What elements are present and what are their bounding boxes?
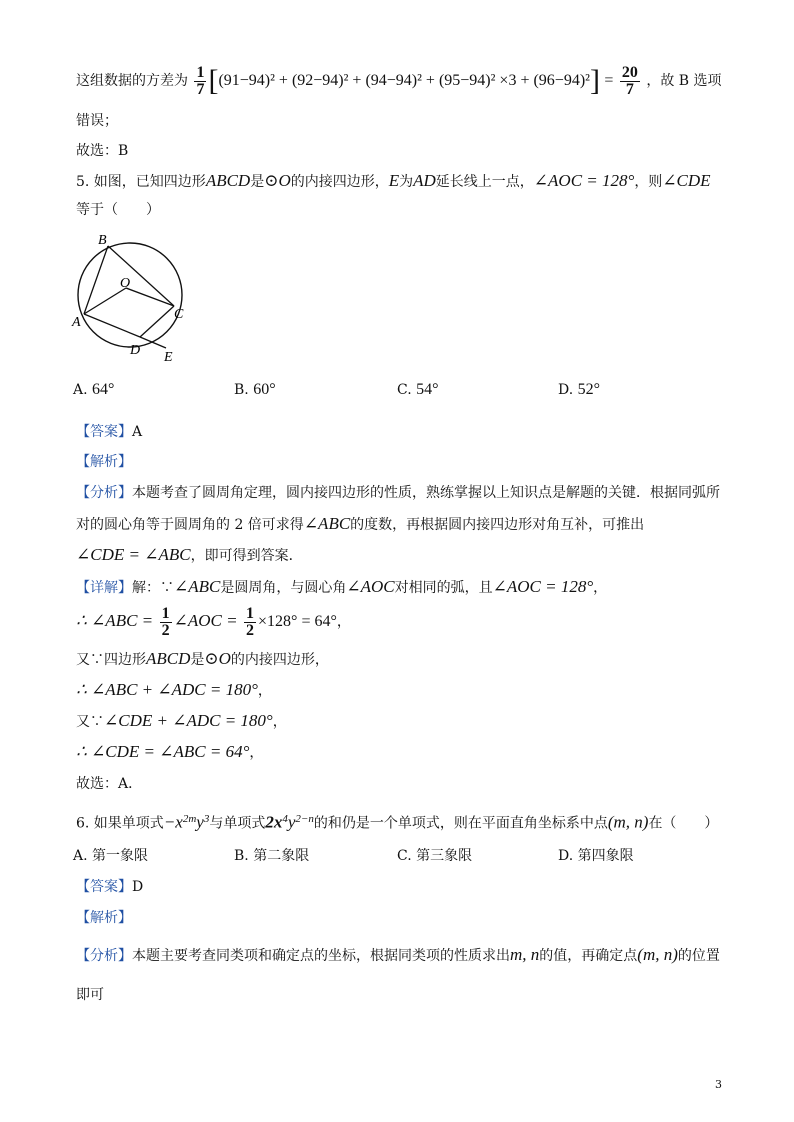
xiangjie-line-1	[76, 576, 607, 599]
xj-math: ∠ABC	[174, 577, 221, 596]
q5-option-a[interactable]	[73, 379, 114, 401]
fraction-denominator: 2	[161, 621, 170, 639]
q5-e: E	[388, 171, 400, 190]
q6-math: −x	[163, 812, 183, 832]
segment-de	[140, 337, 166, 348]
jiexi-tag: 【解析】	[76, 454, 132, 470]
xj-text: ，	[593, 580, 608, 596]
fraction-one-seventh	[194, 65, 206, 98]
fraction-numerator: 1	[246, 604, 255, 622]
label-b: B	[98, 233, 107, 248]
xiangjie-line-4	[76, 679, 272, 702]
jiexi-tag: 【解析】	[76, 910, 132, 926]
fenxi-6-line-1	[76, 944, 720, 967]
segment-oc	[126, 288, 174, 306]
xiangjie-line-2	[76, 604, 351, 639]
fenxi-5-line-1	[76, 482, 720, 504]
q6-point: (m, n)	[607, 812, 649, 832]
xj-math: ∴ ∠ABC + ∠ADC = 180°	[76, 680, 258, 699]
xj-math: ⊙O	[204, 649, 231, 668]
right-bracket: ]	[589, 64, 600, 97]
choose-b-text: 故选：B	[76, 143, 129, 159]
answer-5	[76, 421, 142, 443]
q5-abcd: ABCD	[205, 171, 251, 190]
q5-ad: AD	[413, 171, 436, 190]
option-letter: D.	[558, 382, 574, 398]
equals-sign: =	[604, 72, 614, 89]
option-value: 52°	[577, 381, 601, 398]
xj-text: ，	[336, 614, 351, 630]
xj-text: 又∵	[76, 714, 104, 730]
xj-math: ∴ ∠ABC =	[76, 611, 154, 630]
fenxi-5-text-1: 本题考查了圆周角定理，圆内接四边形的性质，熟练掌握以上知识点是解题的关键．根据同弧所	[132, 485, 720, 501]
circle-o	[78, 243, 182, 347]
q5-cde: ∠CDE	[662, 171, 711, 190]
q6-option-a[interactable]	[73, 845, 148, 867]
fraction-denominator: 2	[246, 621, 255, 639]
fenxi-tag: 【分析】	[76, 948, 132, 964]
xj-text: 解：∵	[132, 580, 174, 596]
option-letter: B.	[234, 382, 249, 398]
xj-text: 的内接四边形，	[230, 652, 329, 668]
q6-math: y	[287, 812, 296, 832]
variance-suffix: ，故 B 选项	[646, 73, 722, 89]
fraction-numerator: 1	[196, 63, 205, 81]
fraction-half	[160, 606, 172, 639]
xj-text: 是圆周角，与圆心角	[220, 580, 347, 596]
fenxi-6-text: 的值，再确定点	[539, 948, 638, 964]
fenxi-5-math: ∠CDE = ∠ABC	[76, 545, 191, 564]
question-6-line	[76, 808, 718, 835]
q6-sup: 3	[203, 813, 210, 825]
label-c: C	[174, 307, 184, 322]
answer-6	[76, 876, 143, 898]
variance-line	[76, 64, 722, 98]
option-value: 第四象限	[577, 848, 634, 864]
fenxi-6-line-2: 即可	[76, 987, 104, 1003]
fraction-numerator: 1	[161, 604, 170, 622]
page-number: 3	[715, 1078, 722, 1091]
xj-math: ∠AOC =	[173, 611, 238, 630]
q6-sup: 2m	[182, 813, 197, 825]
variance-prefix: 这组数据的方差为	[76, 73, 188, 89]
option-value: 60°	[253, 381, 276, 398]
option-letter: A.	[73, 382, 88, 398]
wrong-text: 错误；	[76, 113, 118, 129]
xj-math: ∠AOC	[346, 577, 395, 596]
fenxi-5-text-3b: ，即可得到答案．	[190, 548, 303, 564]
question-5-line-2: 等于（ ）	[76, 202, 160, 218]
fenxi-6-text: 的位置	[677, 948, 720, 964]
option-value: 第一象限	[92, 848, 149, 864]
label-d: D	[130, 343, 141, 358]
jiexi-6	[76, 907, 132, 929]
q6-sup: 4	[282, 813, 288, 825]
xj-math: ∴ ∠CDE = ∠ABC = 64°	[76, 742, 250, 761]
fenxi-5-line-3	[76, 544, 303, 567]
option-value: 64°	[92, 381, 115, 398]
answer-value: D	[132, 879, 144, 895]
xj-text: 是	[190, 652, 205, 668]
fenxi-tag: 【分析】	[76, 485, 132, 501]
xiangjie-tag: 【详解】	[76, 580, 132, 596]
option-letter: C.	[397, 382, 412, 398]
fraction-result	[620, 65, 640, 98]
xj-text: ，	[249, 745, 264, 761]
q6-text-b: 与单项式	[209, 815, 266, 832]
answer-tag: 【答案】	[76, 424, 132, 440]
fenxi-5-line-2	[76, 513, 644, 536]
q6-option-c[interactable]	[397, 845, 472, 867]
q5-option-d[interactable]	[558, 379, 600, 401]
xj-text: 对相同的弧，且	[394, 580, 493, 596]
xj-text: ，	[272, 714, 287, 730]
segment-ad	[84, 314, 140, 337]
answer-tag: 【答案】	[76, 879, 132, 895]
q5-text-f: 延长线上一点，	[435, 174, 534, 190]
xiangjie-line-5	[76, 710, 287, 733]
option-letter: B.	[234, 848, 249, 864]
option-letter: C.	[397, 848, 412, 864]
q5-text-a: 5. 如图，已知四边形	[76, 174, 206, 190]
answer-value: A	[132, 424, 143, 440]
q6-text-a: 6. 如果单项式	[76, 815, 164, 832]
label-o: O	[120, 276, 131, 291]
fenxi-6-text: 本题主要考查同类项和确定点的坐标，根据同类项的性质求出	[132, 948, 510, 964]
option-letter: A.	[73, 848, 88, 864]
q5-option-b[interactable]	[234, 379, 276, 401]
label-a: A	[72, 315, 81, 330]
q6-math: 2x	[265, 812, 283, 832]
xiangjie-line-3	[76, 648, 329, 671]
q5-text-b: 是	[250, 174, 265, 190]
label-e: E	[164, 350, 173, 365]
xj-math: ABCD	[146, 649, 191, 668]
xj-math: ×128° = 64°	[258, 613, 337, 630]
option-value: 第二象限	[253, 848, 310, 864]
fenxi-5-text-2a: 对的圆心角等于圆周角的 2 倍可求得	[76, 517, 304, 533]
jiexi-5	[76, 451, 132, 473]
xj-text: ，	[257, 683, 272, 699]
q5-text-g: ，则	[634, 174, 663, 190]
option-letter: D.	[558, 848, 574, 864]
q6-option-b[interactable]	[234, 845, 309, 867]
q5-aoc: ∠AOC = 128°	[533, 171, 635, 190]
choose-a-text: 故选：A．	[76, 776, 143, 792]
option-value: 54°	[416, 381, 439, 398]
circle-figure	[64, 230, 204, 368]
xiangjie-line-6	[76, 741, 263, 764]
variance-formula: (91−94)² + (92−94)² + (94−94)² + (95−94)² ×3 + (96−94)²	[218, 72, 590, 89]
q6-option-d[interactable]	[558, 845, 634, 867]
xj-text: 又∵四边形	[76, 652, 146, 668]
segment-dc	[140, 306, 174, 337]
q5-circle-o: ⊙O	[264, 171, 291, 190]
fenxi-5-text-2b: 的度数，再根据圆内接四边形对角互补，可推出	[350, 517, 645, 533]
xj-math: ∠AOC = 128°	[492, 577, 594, 596]
q5-option-c[interactable]	[397, 379, 439, 401]
segment-ao	[84, 288, 126, 314]
q6-text-d: 在（ ）	[648, 815, 719, 832]
left-bracket: [	[208, 64, 219, 97]
fenxi-6-math: m, n	[510, 945, 540, 964]
q6-math: y	[196, 812, 204, 832]
fraction-half	[244, 606, 256, 639]
q6-sup: 2−n	[295, 813, 314, 825]
fraction-denominator: 7	[625, 80, 634, 98]
fraction-numerator: 20	[621, 63, 638, 81]
fraction-denominator: 7	[196, 80, 205, 98]
xj-math: ∠CDE + ∠ADC = 180°	[104, 711, 273, 730]
fenxi-5-abc: ∠ABC	[303, 514, 351, 533]
fenxi-6-point: (m, n)	[637, 945, 678, 964]
option-value: 第三象限	[416, 848, 473, 864]
q6-text-c: 的和仍是一个单项式，则在平面直角坐标系中点	[313, 815, 608, 832]
q5-text-c: 的内接四边形，	[290, 174, 389, 190]
question-5-line-1	[76, 170, 711, 193]
q5-text-d: 为	[399, 174, 414, 190]
